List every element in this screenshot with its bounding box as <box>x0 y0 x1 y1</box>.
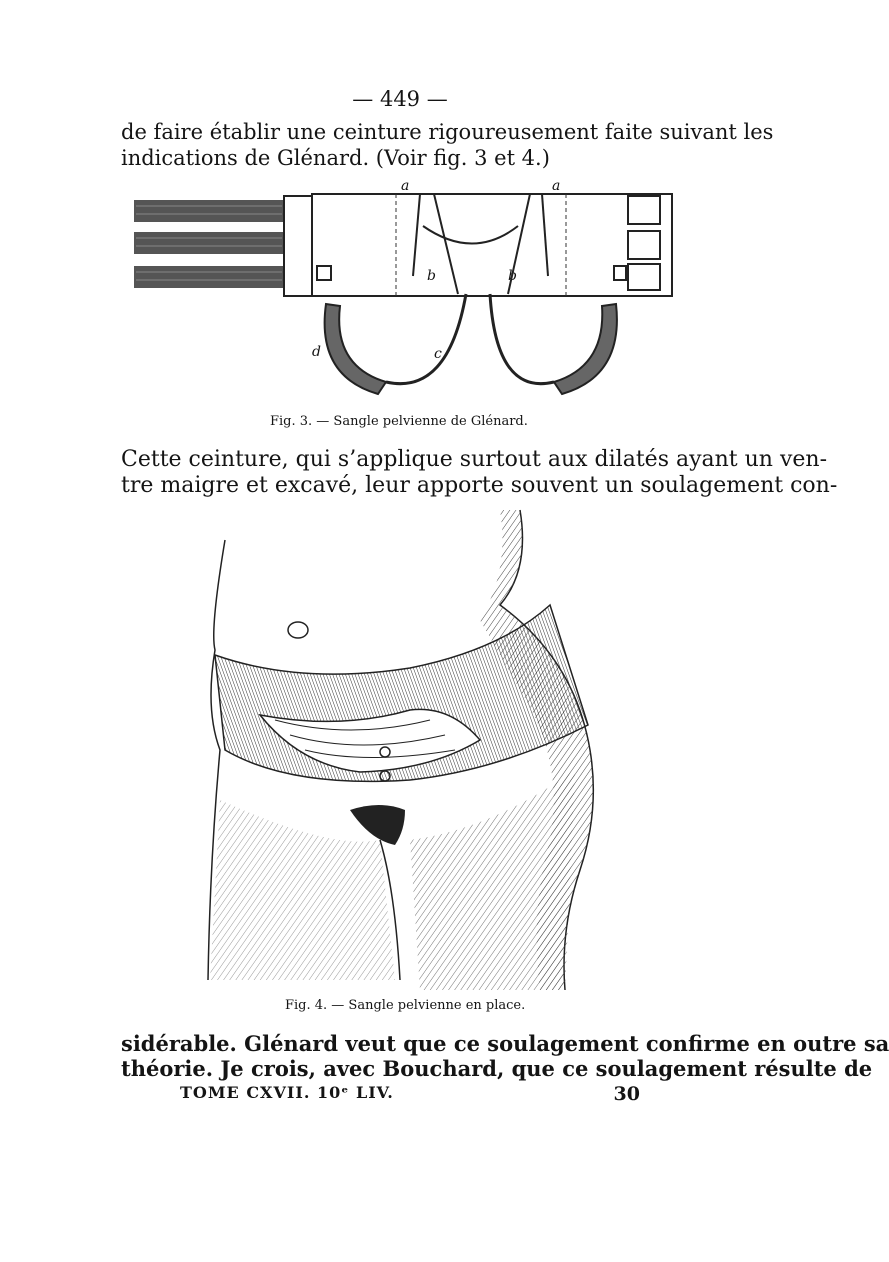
figure-4-engraving <box>180 510 640 995</box>
label-a-right: a <box>552 178 561 194</box>
label-b-left: b <box>427 268 436 284</box>
label-d: d <box>312 344 321 360</box>
figure-4-caption: Fig. 4. — Sangle pelvienne en place. <box>285 998 526 1013</box>
strap-left-1 <box>134 200 284 222</box>
paragraph-3-line-2: théorie. Je crois, avec Bouchard, que ce soulagement résulte de <box>121 1056 873 1081</box>
figure-3-caption: Fig. 3. — Sangle pelvienne de Glénard. <box>270 414 528 429</box>
footer-signature-number: 30 <box>613 1083 640 1105</box>
paragraph-2-line-1: Cette ceinture, qui s’applique surtout aux dilatés ayant un ven- <box>121 447 828 472</box>
page-number: — 449 — <box>352 87 448 111</box>
strap-left-2 <box>134 232 284 254</box>
strap-left-3 <box>134 266 284 288</box>
label-c: c <box>434 346 442 362</box>
paragraph-3-line-1: sidérable. Glénard veut que ce soulagement confirme en outre sa <box>121 1031 889 1056</box>
label-a-left: a <box>401 178 410 194</box>
label-b-right: b <box>508 268 517 284</box>
paragraph-1-line-2: indications de Glénard. (Voir fig. 3 et 4.) <box>121 146 550 170</box>
footer-volume: TOME CXVII. 10ᵉ LIV. <box>180 1083 394 1102</box>
paragraph-1-line-1: de faire établir une ceinture rigoureusement faite suivant les <box>121 120 774 144</box>
paragraph-2-line-2: tre maigre et excavé, leur apporte souvent un soulagement con- <box>121 473 838 498</box>
figure-3-belt-illustration <box>128 176 678 406</box>
